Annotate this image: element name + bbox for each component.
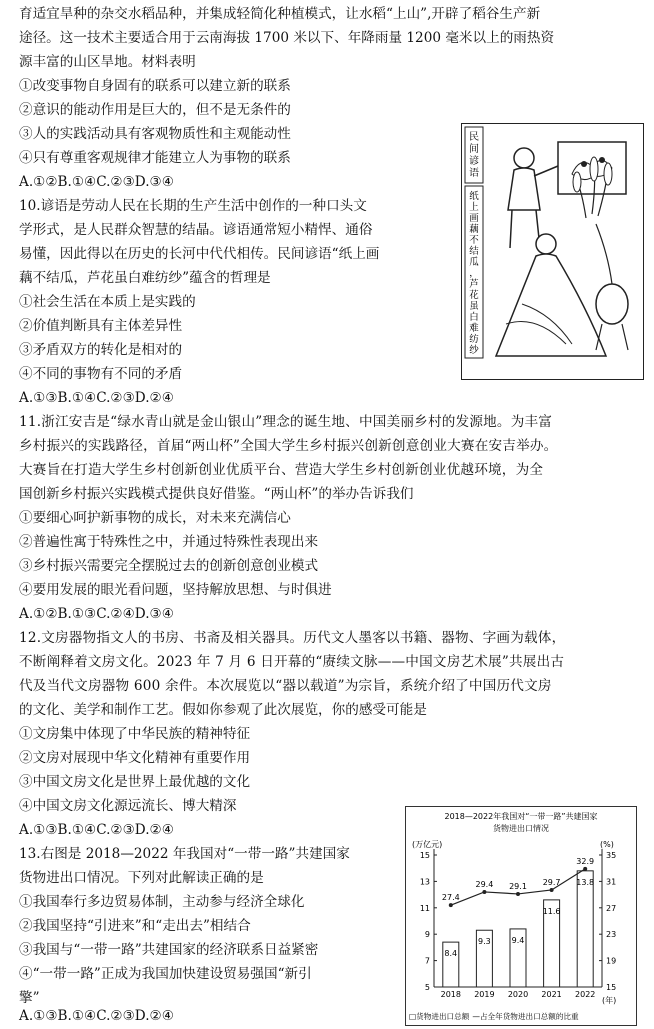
question-12-text: 代及当代文房器物 600 余件。本次展览以“器以载道”为宗旨，系统介绍了中国历代文房 — [19, 678, 552, 694]
bar-label-2019: 9.3 — [478, 937, 491, 947]
x-tick-2020: 2020 — [507, 990, 529, 999]
option-line: ①文房集中体现了中华民族的精神特征 — [19, 726, 251, 742]
cartoon-drawing — [462, 124, 643, 379]
cartoon-illustration — [461, 123, 644, 380]
question-11-text: 国创新乡村振兴实践模式提供良好借鉴。“两山杯”的举办告诉我们 — [19, 486, 414, 502]
ratio-point-2020 — [516, 892, 520, 896]
trade-chart — [405, 806, 637, 1026]
x-axis-label: (年) — [602, 996, 617, 1005]
option-line: ①要细心呵护新事物的成长，对未来充满信心 — [19, 510, 291, 526]
cartoon-caption: 纸上画藕不结瓜，芦花虽白难纺纱 — [469, 191, 479, 356]
text-line: 途径。这一技术主要适合用于云南海拔 1700 米以下、年降雨量 1200 毫米以上的雨热资 — [19, 30, 555, 46]
question-12-text: 不断阐释着文房文化。2023 年 7 月 6 日开幕的“赓续文脉——中国文房艺术展”共展出古 — [19, 654, 565, 670]
question-11-text: 11.浙江安吉是“绿水青山就是金山银山”理念的诞生地、中国美丽乡村的发源地。为丰富 — [19, 414, 553, 430]
y-left-tick: 13 — [419, 877, 430, 887]
option-line: ①改变事物自身固有的联系可以建立新的联系 — [19, 78, 291, 94]
option-line: ③矛盾双方的转化是相对的 — [19, 342, 183, 358]
option-line: ②文房对展现中华文化精神有重要作用 — [19, 750, 251, 766]
y-left-tick: 5 — [424, 983, 430, 992]
ratio-label-2020: 29.1 — [509, 881, 527, 891]
option-line: ③人的实践活动具有客观物质性和主观能动性 — [19, 126, 291, 142]
text-line: 源丰富的山区旱地。材料表明 — [19, 54, 196, 70]
question-12-text: 的文化、美学和制作工艺。假如你参观了此次展览，你的感受可能是 — [19, 702, 427, 718]
answer-choices: A.①③B.①④C.②③D.②④ — [19, 822, 174, 838]
x-tick-2019: 2019 — [474, 990, 495, 999]
ratio-label-2018: 27.4 — [441, 893, 460, 903]
answer-choices: A.①②B.①④C.②③D.③④ — [19, 174, 174, 190]
ratio-label-2019: 29.4 — [475, 879, 494, 889]
option-line: ④中国文房文化源远流长、博大精深 — [19, 798, 237, 814]
ratio-label-2021: 29.7 — [542, 877, 561, 887]
question-11-text: 乡村振兴的实践路径，首届“两山杯”全国大学生乡村振兴创新创意创业大赛在安吉举办。 — [19, 438, 558, 454]
question-10-text: 学形式，是人民群众智慧的结晶。谚语通常短小精悍、通俗 — [19, 222, 373, 238]
option-line: ④只有尊重客观规律才能建立人为事物的联系 — [19, 150, 291, 166]
text-line: 育适宜旱种的杂交水稻品种，并集成轻简化种植模式，让水稻“上山”,开辟了稻谷生产新 — [19, 6, 541, 22]
x-tick-2021: 2021 — [541, 990, 562, 999]
bar-label-2018: 8.4 — [444, 949, 458, 959]
bar-label-2021: 11.6 — [542, 906, 561, 916]
option-line: ②普遍性寓于特殊性之中，并通过特殊性表现出来 — [19, 534, 319, 550]
bar-label-2020: 9.4 — [511, 935, 525, 945]
y-left-tick: 7 — [424, 956, 430, 966]
option-line: ③中国文房文化是世界上最优越的文化 — [19, 774, 251, 790]
y-right-tick: 23 — [606, 930, 617, 940]
question-10-text: 10.谚语是劳动人民在长期的生产生活中创作的一种口头文 — [19, 198, 367, 214]
answer-choices: A.①②B.①③C.②④D.③④ — [19, 606, 174, 622]
answer-choices: A.①③B.①④C.②③D.②④ — [19, 1008, 174, 1024]
option-line: ④“一带一路”正成为我国加快建设贸易强国“新引 — [19, 966, 312, 982]
question-13-text: 13.右图是 2018—2022 年我国对“一带一路”共建国家 — [19, 846, 350, 862]
y-right-tick: 27 — [606, 903, 617, 913]
y-left-tick: 11 — [419, 903, 430, 913]
option-line: ①社会生活在本质上是实践的 — [19, 294, 196, 310]
option-line: ③乡村振兴需要完全摆脱过去的创新创意创业模式 — [19, 558, 319, 574]
option-line: ②意识的能动作用是巨大的，但不是无条件的 — [19, 102, 291, 118]
option-line: ①我国奉行多边贸易体制，主动参与经济全球化 — [19, 894, 305, 910]
chart-canvas — [406, 807, 636, 1025]
x-tick-2022: 2022 — [575, 990, 596, 999]
question-10-text: 藕不结瓜，芦花虽白难纺纱”蕴含的哲理是 — [19, 270, 271, 286]
option-line: ②我国坚持“引进来”和“走出去”相结合 — [19, 918, 251, 934]
bar-2022 — [577, 871, 593, 987]
y-right-tick: 31 — [606, 877, 617, 887]
legend-line: —占全年货物进出口总额的比重 — [472, 1012, 579, 1021]
chart-title-line-2: 货物进出口情况 — [493, 824, 549, 833]
question-12-text: 12.文房器物指文人的书房、书斋及相关器具。历代文人墨客以书籍、器物、字画为载体， — [19, 630, 566, 646]
y-right-tick: 19 — [606, 956, 617, 966]
y-left-tick: 15 — [419, 851, 430, 860]
bar-label-2022: 13.8 — [576, 877, 595, 887]
ratio-label-2022: 32.9 — [576, 856, 595, 866]
chart-title-line-1: 2018—2022年我国对“一带一路”共建国家 — [444, 812, 598, 821]
y-left-label: (万亿元) — [412, 840, 443, 849]
option-line: ④不同的事物有不同的矛盾 — [19, 366, 183, 382]
chart-legend — [409, 1011, 579, 1021]
y-left-tick: 9 — [424, 930, 430, 940]
question-13-text: 货物进出口情况。下列对此解读正确的是 — [19, 870, 264, 886]
legend-bars: □货物进出口总额 — [409, 1012, 470, 1021]
question-10-text: 易懂，因此得以在历史的长河中代代相传。民间谚语“纸上画 — [19, 246, 380, 262]
option-line: ③我国与“一带一路”共建国家的经济联系日益紧密 — [19, 942, 319, 958]
cartoon-title: 民间谚语 — [469, 132, 479, 179]
x-tick-2018: 2018 — [440, 990, 461, 999]
y-right-label: (%) — [600, 840, 614, 849]
ratio-point-2021 — [550, 888, 554, 892]
option-line: ②价值判断具有主体差异性 — [19, 318, 183, 334]
y-right-tick: 35 — [606, 851, 617, 860]
option-line: 擎” — [19, 990, 40, 1006]
question-11-text: 大赛旨在打造大学生乡村创新创业优质平台、营造大学生乡村创新创业优越环境，为全 — [19, 462, 544, 478]
answer-choices: A.①③B.①④C.②③D.②④ — [19, 390, 174, 406]
ratio-point-2019 — [482, 890, 486, 894]
ratio-point-2022 — [583, 867, 587, 871]
option-line: ④要用发展的眼光看问题，坚持解放思想、与时俱进 — [19, 582, 332, 598]
y-right-tick: 15 — [606, 983, 617, 992]
ratio-point-2018 — [449, 903, 453, 907]
